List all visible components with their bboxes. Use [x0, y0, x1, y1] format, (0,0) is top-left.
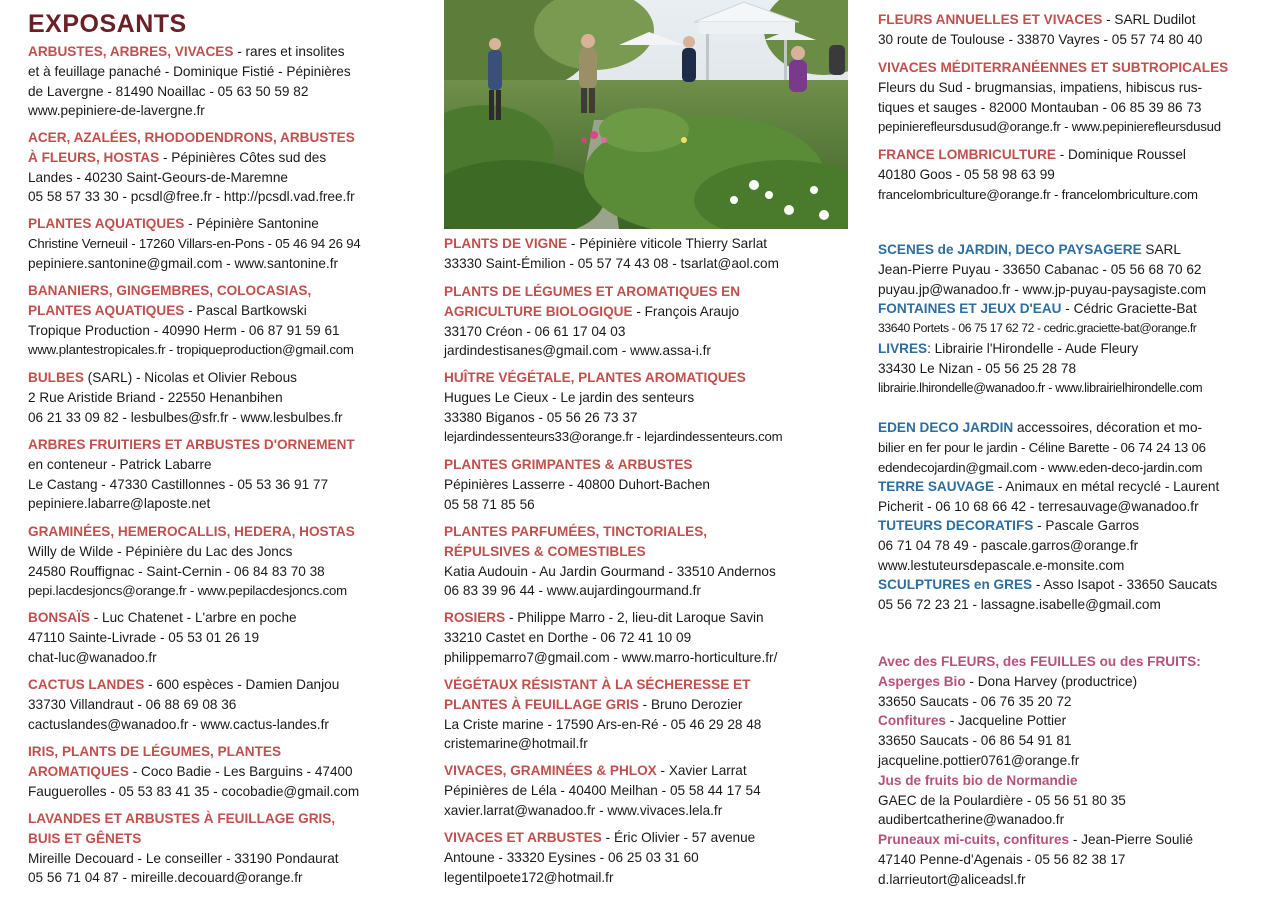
exhibitor-entry — [878, 145, 1258, 204]
exhibitor-text: - Pépinière viticole Thierry Sarlat — [567, 236, 768, 251]
exhibitor-contact: edendecojardin@gmail.com - www.eden-deco-jardin.com — [878, 459, 1203, 475]
exhibitor-text: accessoires, décoration et mo- — [1013, 420, 1203, 435]
exhibitor-contact: puyau.jp@wanadoo.fr - www.jp-puyau-paysagiste.com — [878, 281, 1207, 297]
exhibitor-entry — [28, 435, 422, 514]
exhibitor-category: BANANIERS, GINGEMBRES, COLOCASIAS, — [28, 283, 312, 298]
exhibitor-text: - 600 espèces - Damien Danjou — [144, 677, 340, 692]
exhibitor-entry — [444, 828, 852, 887]
exhibitor-contact: 05 56 71 04 87 - mireille.decouard@orange.fr — [28, 870, 303, 886]
exhibitor-text: - Éric Olivier - 57 avenue — [601, 830, 756, 845]
exhibitor-category: AROMATIQUES — [28, 763, 129, 779]
exhibitor-entry — [878, 10, 1258, 50]
exhibitor-entry — [444, 522, 852, 601]
exhibitor-address: de Lavergne - 81490 Noaillac - 05 63 50 59 82 — [28, 83, 309, 99]
exhibitor-address: Landes - 40230 Saint-Geours-de-Maremne — [28, 169, 288, 185]
exhibitor-category: AGRICULTURE BIOLOGIQUE — [444, 303, 633, 319]
exhibitor-entry — [878, 575, 1258, 615]
exhibitor-category: À FLEURS, HOSTAS — [28, 149, 160, 165]
exhibitor-contact: 05 56 72 23 21 - lassagne.isabelle@gmail.com — [878, 596, 1161, 612]
exhibitor-contact: audibertcatherine@wanadoo.fr — [878, 812, 1065, 828]
exhibitor-entry — [28, 522, 422, 601]
food-section-title: Avec des FLEURS, des FEUILLES ou des FRUITS: — [878, 654, 1201, 669]
exhibitor-category: PLANTS DE LÉGUMES ET AROMATIQUES EN — [444, 284, 741, 299]
exhibitor-entry — [28, 42, 422, 121]
exhibitor-address: 33430 Le Nizan - 05 56 25 28 78 — [878, 360, 1077, 376]
exhibitor-address: Pépinières Lasserre - 40800 Duhort-Bachen — [444, 476, 710, 492]
exhibitor-text: - Animaux en métal recyclé - Laurent — [994, 479, 1220, 494]
food-category: Confitures — [878, 713, 946, 729]
exhibitor-text: - Dominique Roussel — [1055, 147, 1186, 162]
exhibitor-text: (SARL) - Nicolas et Olivier Rebous — [83, 370, 297, 385]
exhibitor-entry — [444, 234, 852, 274]
exhibitor-entry — [878, 299, 1258, 339]
exhibitor-category: TERRE SAUVAGE — [878, 479, 995, 494]
exhibitor-category: PLANTES GRIMPANTES & ARBUSTES — [444, 457, 693, 472]
exhibitor-contact: 05 58 57 33 30 - pcsdl@free.fr - http://pcsdl.vad.free.fr — [28, 189, 355, 205]
exhibitor-text: - Luc Chatenet - L'arbre en poche — [89, 610, 297, 625]
exhibitor-contact: GAEC de la Poulardière - 05 56 51 80 35 — [878, 792, 1126, 808]
exhibitor-entry — [28, 368, 422, 427]
exhibitor-contact: 33650 Saucats - 06 86 54 91 81 — [878, 733, 1072, 749]
exhibitor-category: SCENES de JARDIN, DECO PAYSAGERE — [878, 242, 1142, 257]
exhibitor-entry — [878, 240, 1258, 299]
exhibitor-text: - Pascal Bartkowski — [184, 302, 307, 318]
exhibitor-text: bilier en fer pour le jardin - Céline Barette - 06 74 24 13 06 — [878, 439, 1206, 455]
exhibitor-category: ROSIERS — [444, 610, 506, 625]
exhibitor-entry — [878, 58, 1258, 137]
exhibitor-category: PLANTES AQUATIQUES — [28, 216, 185, 231]
exhibitor-category: RÉPULSIVES & COMESTIBLES — [444, 543, 646, 559]
exhibitor-category: FLEURS ANNUELLES ET VIVACES — [878, 12, 1103, 27]
exhibitor-contact: jardindestisanes@gmail.com - www.assa-i.fr — [444, 343, 711, 359]
exhibitor-category: FONTAINES ET JEUX D'EAU — [878, 301, 1062, 316]
exhibitor-category: ARBRES FRUITIERS ET ARBUSTES D'ORNEMENT — [28, 437, 355, 452]
exhibitor-contact: philippemarro7@gmail.com - www.marro-horticulture.fr/ — [444, 649, 778, 665]
exhibitor-entry — [878, 477, 1258, 517]
exhibitor-entry — [444, 608, 852, 667]
exhibitor-contact: 05 58 71 85 56 — [444, 496, 535, 512]
exhibitor-entry — [28, 281, 422, 360]
food-category: Pruneaux mi-cuits, confitures — [878, 832, 1070, 848]
exhibitor-contact: 33330 Saint-Émilion - 05 57 74 43 08 - tsarlat@aol.com — [444, 255, 779, 271]
exhibitor-text: - Pascale Garros — [1033, 518, 1140, 533]
exhibitor-text: SARL — [1141, 242, 1181, 257]
exhibitor-text: - Asso Isapot - 33650 Saucats — [1032, 577, 1218, 592]
exhibitor-contact: francelombriculture@orange.fr - francelombriculture.com — [878, 186, 1198, 202]
exhibitor-entry — [28, 128, 422, 207]
exhibitor-entry — [444, 368, 852, 447]
exhibitor-category: ACER, AZALÉES, RHODODENDRONS, ARBUSTES — [28, 130, 355, 145]
exhibitor-text: - Philippe Marro - 2, lieu-dit Laroque Savin — [505, 610, 764, 625]
exhibitor-category: BUIS ET GÊNETS — [28, 830, 142, 846]
exhibitor-category: HUÎTRE VÉGÉTALE, PLANTES AROMATIQUES — [444, 370, 746, 385]
exhibitor-text: - Bruno Derozier — [638, 696, 743, 712]
exhibitor-contact: legentilpoete172@hotmail.fr — [444, 869, 614, 885]
exhibitor-contact: xavier.larrat@wanadoo.fr - www.vivaces.lela.fr — [444, 802, 723, 818]
exhibitor-category: VÉGÉTAUX RÉSISTANT À LA SÉCHERESSE ET — [444, 677, 751, 692]
exhibitor-text: : Librairie l'Hirondelle - Aude Fleury — [927, 341, 1139, 356]
exhibitor-category: LAVANDES ET ARBUSTES À FEUILLAGE GRIS, — [28, 811, 336, 826]
exhibitor-address: Katia Audouin - Au Jardin Gourmand - 33510 Andernos — [444, 563, 776, 579]
exhibitor-address: 2 Rue Aristide Briand - 22550 Henanbihen — [28, 389, 283, 405]
exhibitor-category: PLANTES PARFUMÉES, TINCTORIALES, — [444, 524, 708, 539]
exhibitor-category: VIVACES ET ARBUSTES — [444, 830, 602, 845]
exhibitor-category: ARBUSTES, ARBRES, VIVACES — [28, 44, 234, 59]
exhibitor-contact: jacqueline.pottier0761@orange.fr — [878, 752, 1080, 768]
food-category: Asperges Bio — [878, 673, 966, 689]
exhibitor-category: VIVACES MÉDITERRANÉENNES ET SUBTROPICALES — [878, 60, 1229, 75]
exhibitor-address: Jean-Pierre Puyau - 33650 Cabanac - 05 56 68 70 62 — [878, 261, 1202, 277]
exhibitor-contact: 06 71 04 78 49 - pascale.garros@orange.fr — [878, 537, 1139, 553]
exhibitor-category: CACTUS LANDES — [28, 677, 145, 692]
exhibitor-contact: chat-luc@wanadoo.fr — [28, 649, 157, 665]
garden-market-photo — [444, 0, 848, 229]
exhibitor-text: - François Araujo — [632, 303, 740, 319]
exhibitor-category: BULBES — [28, 370, 84, 385]
exhibitor-address: Le Castang - 47330 Castillonnes - 05 53 36 91 77 — [28, 476, 329, 492]
exhibitor-contact: pepiniere.labarre@laposte.net — [28, 496, 211, 512]
exhibitor-text: - SARL Dudilot — [1102, 12, 1196, 27]
exhibitor-contact: 47140 Penne-d'Agenais - 05 56 82 38 17 — [878, 851, 1126, 867]
exhibitor-address: 47110 Sainte-Livrade - 05 53 01 26 19 — [28, 629, 260, 645]
exhibitor-address: Mireille Decouard - Le conseiller - 33190 Pondaurat — [28, 850, 339, 866]
exhibitor-contact: d.larrieutort@aliceadsl.fr — [878, 871, 1026, 887]
exhibitor-address: La Criste marine - 17590 Ars-en-Ré - 05 46 29 28 48 — [444, 716, 762, 732]
exhibitor-text: - Jean-Pierre Soulié — [1069, 832, 1194, 848]
exhibitor-address: Antoune - 33320 Eysines - 06 25 03 31 60 — [444, 849, 699, 865]
exhibitor-address: 33730 Villandraut - 06 88 69 08 36 — [28, 696, 237, 712]
exhibitor-category: SCULPTURES en GRES — [878, 577, 1033, 592]
exhibitor-entry — [444, 675, 852, 754]
exhibitor-entry — [28, 214, 422, 273]
exhibitor-category: PLANTS DE VIGNE — [444, 236, 568, 251]
exhibitor-category: GRAMINÉES, HEMEROCALLIS, HEDERA, HOSTAS — [28, 524, 355, 539]
exhibitor-address: 30 route de Toulouse - 33870 Vayres - 05 57 74 80 40 — [878, 31, 1203, 47]
exhibitor-address: 24580 Rouffignac - Saint-Cernin - 06 84 83 70 38 — [28, 563, 325, 579]
exhibitor-entry — [28, 675, 422, 734]
exhibitor-text: Willy de Wilde - Pépinière du Lac des Joncs — [28, 543, 293, 559]
exhibitor-category: TUTEURS DECORATIFS — [878, 518, 1034, 533]
exhibitor-website: www.lestuteursdepascale.e-monsite.com — [878, 557, 1125, 573]
exhibitor-website: www.pepiniere-de-lavergne.fr — [28, 103, 205, 119]
exhibitor-category: VIVACES, GRAMINÉES & PHLOX — [444, 763, 657, 778]
exhibitor-text: - Jacqueline Pottier — [945, 713, 1067, 729]
exhibitor-entry — [444, 282, 852, 361]
exhibitor-contact: cactuslandes@wanadoo.fr - www.cactus-landes.fr — [28, 716, 329, 732]
exhibitor-text: - Cédric Graciette-Bat — [1061, 301, 1197, 316]
exhibitor-address: Tropique Production - 40990 Herm - 06 87 91 59 61 — [28, 322, 340, 338]
exhibitor-contact: 33640 Portets - 06 75 17 62 72 - cedric.graciette-bat@orange.fr — [878, 320, 1197, 335]
exhibitor-contact: Picherit - 06 10 68 66 42 - terresauvage@wanadoo.fr — [878, 498, 1199, 514]
exhibitor-contact: Fauguerolles - 05 53 83 41 35 - cocobadie@gmail.com — [28, 783, 360, 799]
exhibitor-contact: lejardindessenteurs33@orange.fr - lejardindessenteurs.com — [444, 429, 783, 445]
exhibitor-entry — [444, 455, 852, 514]
exhibitor-text: - Xavier Larrat — [656, 763, 747, 778]
exhibitor-text: - rares et insolites — [233, 44, 345, 59]
exhibitor-category: LIVRES — [878, 341, 928, 356]
exhibitor-text: Fleurs du Sud - brugmansias, impatiens, hibiscus rus- — [878, 79, 1203, 95]
exhibitor-address: 33170 Créon - 06 61 17 04 03 — [444, 323, 626, 339]
exhibitor-entry — [28, 809, 422, 888]
exhibitor-contact: pepiniere.santonine@gmail.com - www.santonine.fr — [28, 255, 338, 271]
exhibitor-text: - Coco Badie - Les Barguins - 47400 — [128, 763, 353, 779]
exhibitor-contact: 33650 Saucats - 06 76 35 20 72 — [878, 693, 1072, 709]
page-title: EXPOSANTS — [28, 10, 187, 38]
exhibitor-entry — [878, 339, 1258, 398]
exhibitor-address: Christine Verneuil - 17260 Villars-en-Pons - 05 46 94 26 94 — [28, 235, 361, 251]
food-category: Jus de fruits bio de Normandie — [878, 772, 1078, 788]
exhibitor-contact: librairie.lhirondelle@wanadoo.fr - www.librairielhirondelle.com — [878, 380, 1203, 395]
exhibitor-entry — [444, 761, 852, 820]
exhibitor-category: BONSAÏS — [28, 610, 90, 625]
exhibitor-category: PLANTES À FEUILLAGE GRIS — [444, 696, 639, 712]
exhibitor-address: 40180 Goos - 05 58 98 63 99 — [878, 166, 1055, 182]
exhibitor-contact: pepi.lacdesjoncs@orange.fr - www.pepilacdesjoncs.com — [28, 583, 347, 599]
food-section — [878, 652, 1258, 890]
exhibitor-contact: pepinierefleursdusud@orange.fr - www.pepinierefleursdusud — [878, 119, 1221, 135]
exhibitor-text: Hugues Le Cieux - Le jardin des senteurs — [444, 389, 695, 405]
exhibitor-contact: 06 83 39 96 44 - www.aujardingourmand.fr — [444, 583, 701, 599]
exhibitor-text: - Dona Harvey (productrice) — [965, 673, 1138, 689]
exhibitor-entry — [878, 516, 1258, 575]
exhibitor-address: Pépinières de Léla - 40400 Meilhan - 05 58 44 17 54 — [444, 782, 761, 798]
exhibitor-category: PLANTES AQUATIQUES — [28, 302, 185, 318]
exhibitor-contact: cristemarine@hotmail.fr — [444, 736, 588, 752]
exhibitor-text: en conteneur - Patrick Labarre — [28, 456, 212, 472]
exhibitor-text: et à feuillage panaché - Dominique Fistié - Pépinières — [28, 63, 351, 79]
exhibitor-address: 33380 Biganos - 05 56 26 73 37 — [444, 409, 638, 425]
exhibitor-contact: www.plantestropicales.fr - tropiqueproduction@gmail.com — [28, 342, 354, 358]
exhibitor-text: - Pépinières Côtes sud des — [159, 149, 327, 165]
exhibitor-contact: 06 21 33 09 82 - lesbulbes@sfr.fr - www.lesbulbes.fr — [28, 409, 343, 425]
exhibitor-category: EDEN DECO JARDIN — [878, 420, 1014, 435]
exhibitor-entry — [28, 742, 422, 801]
exhibitor-entry — [28, 608, 422, 667]
exhibitor-category: IRIS, PLANTS DE LÉGUMES, PLANTES — [28, 744, 282, 759]
exhibitor-entry — [878, 418, 1258, 477]
exhibitor-address: 33210 Castet en Dorthe - 06 72 41 10 09 — [444, 629, 692, 645]
exhibitor-text: - Pépinière Santonine — [184, 216, 319, 231]
exhibitor-category: FRANCE LOMBRICULTURE — [878, 147, 1056, 162]
exhibitor-address: tiques et sauges - 82000 Montauban - 06 85 39 86 73 — [878, 99, 1202, 115]
